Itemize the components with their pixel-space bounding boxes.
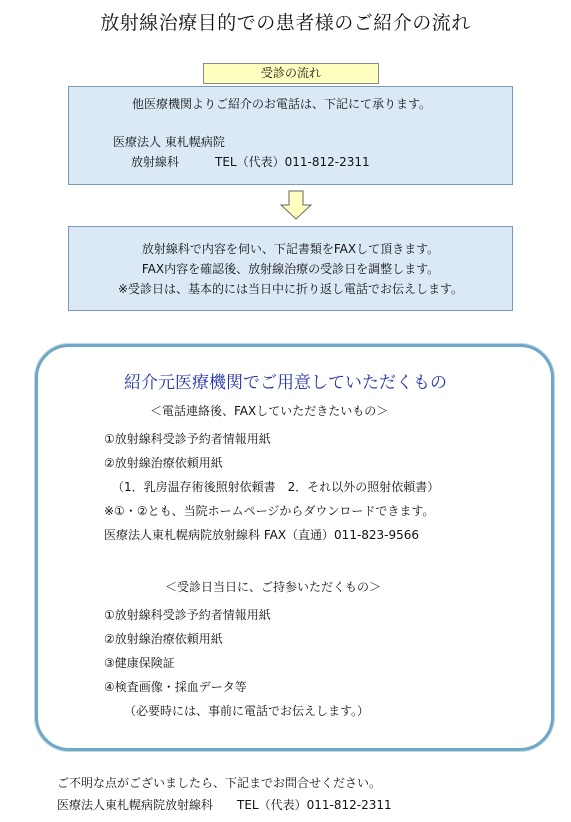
footer-inquiry: ご不明な点がございましたら、下記までお問合せください。 (57, 776, 382, 790)
page-title: 放射線治療目的での患者様のご紹介の流れ (100, 12, 471, 34)
preparation-title: 紹介元医療機関でご用意していただくもの (124, 373, 447, 393)
hospital-name: 医療法人 東札幌病院 (113, 135, 225, 149)
bring-heading: ＜受診日当日に、ご持参いただくもの＞ (165, 580, 382, 594)
contact-intro: 他医療機関よりご紹介のお電話は、下記にて承ります。 (132, 97, 432, 111)
contact-box (68, 86, 513, 185)
process-line-1: 放射線科で内容を伺い、下記書類をFAXして頂きます。 (141, 242, 440, 256)
bring-item-note: （必要時には、事前に電話でお伝えします。） (124, 704, 370, 718)
fax-download-note: ※①・②とも、当院ホームページからダウンロードできます。 (104, 504, 435, 518)
fax-item: ②放射線治療依頼用紙 (104, 456, 223, 470)
process-line-2: FAX内容を確認後、放射線治療の受診日を調整します。 (141, 262, 440, 276)
bring-item: ②放射線治療依頼用紙 (104, 632, 223, 646)
footer-contact: 医療法人東札幌病院放射線科 TEL（代表）011-812-2311 (57, 798, 392, 812)
bring-item: ①放射線科受診予約者情報用紙 (104, 608, 271, 622)
down-arrow-icon (280, 190, 312, 220)
process-line-3: ※受診日は、基本的には当日中に折り返し電話でお伝えします。 (117, 282, 464, 296)
department-phone: 放射線科 TEL（代表）011-812-2311 (131, 155, 370, 169)
fax-item: ①放射線科受診予約者情報用紙 (104, 432, 271, 446)
process-box (68, 226, 513, 311)
fax-item-note: （1．乳房温存術後照射依頼書 2．それ以外の照射依頼書） (112, 480, 440, 494)
bring-item: ④検査画像・採血データ等 (104, 680, 247, 694)
fax-heading: ＜電話連絡後、FAXしていただきたいもの＞ (150, 404, 389, 418)
fax-number: 医療法人東札幌病院放射線科 FAX（直通）011-823-9566 (104, 528, 420, 542)
flow-tab-label: 受診の流れ (203, 63, 379, 84)
bring-item: ③健康保険証 (104, 656, 175, 670)
